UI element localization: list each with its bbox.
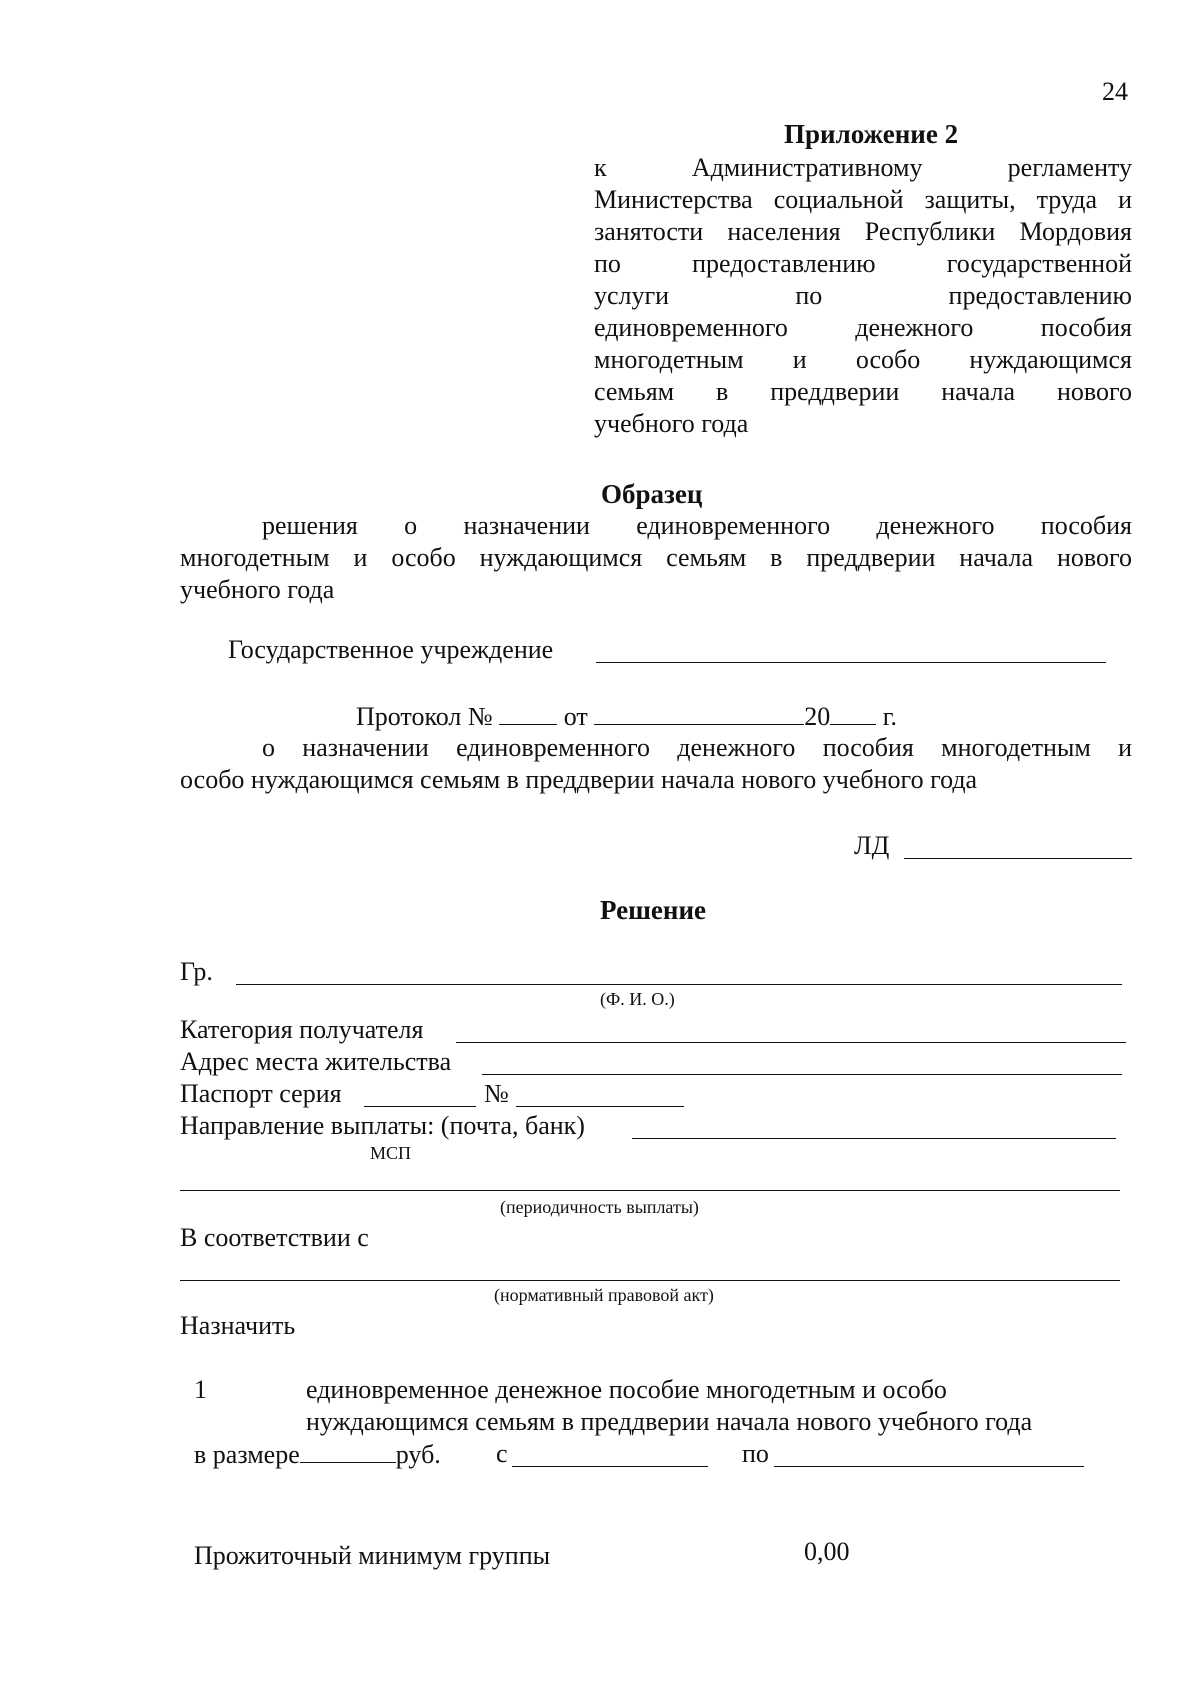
passport-number-label: № xyxy=(484,1079,509,1108)
appendix-line: услуги по предоставлению xyxy=(594,281,1132,310)
legal-act-hint: (нормативный правовой акт) xyxy=(494,1285,714,1305)
decision-title: Решение xyxy=(600,895,706,925)
benefit-line-1: единовременное денежное пособие многодетным и особо xyxy=(306,1375,947,1404)
protocol-year-suffix: г. xyxy=(882,702,897,731)
appendix-line: Министерства социальной защиты, труда и xyxy=(594,185,1132,214)
citizen-label: Гр. xyxy=(180,957,213,986)
payment-direction-label: Направление выплаты: (почта, банк) xyxy=(180,1111,585,1140)
subsistence-label: Прожиточный минимум группы xyxy=(194,1541,551,1570)
protocol-row xyxy=(356,700,897,733)
date-to-label: по xyxy=(742,1439,769,1468)
date-from-field[interactable] xyxy=(512,1466,708,1467)
accordance-label: В соответствии с xyxy=(180,1223,369,1252)
page-number: 24 xyxy=(1102,77,1128,106)
category-label: Категория получателя xyxy=(180,1015,424,1044)
institution-label: Государственное учреждение xyxy=(228,635,554,664)
appendix-line: учебного года xyxy=(594,409,749,438)
protocol-from-label: от xyxy=(563,702,588,731)
date-from-label: с xyxy=(496,1439,508,1468)
address-label: Адрес места жительства xyxy=(180,1047,452,1076)
appendix-line: к Административному регламенту xyxy=(594,153,1132,182)
protocol-year-prefix: 20 xyxy=(804,702,831,731)
date-to-field[interactable] xyxy=(774,1466,1084,1467)
protocol-date-field[interactable] xyxy=(594,700,804,725)
appendix-title: Приложение 2 xyxy=(784,119,959,149)
appendix-line: многодетным и особо нуждающимся xyxy=(594,345,1132,374)
benefit-line-2: нуждающимся семьям в преддверии начала нового учебного года xyxy=(306,1407,1033,1436)
benefit-number: 1 xyxy=(194,1375,207,1404)
fio-hint: (Ф. И. О.) xyxy=(600,989,675,1009)
protocol-line-1: о назначении единовременного денежного пособия многодетным и xyxy=(262,733,1132,762)
passport-number-field[interactable] xyxy=(516,1106,684,1107)
periodicity-field[interactable] xyxy=(180,1190,1120,1191)
subsistence-value: 0,00 xyxy=(804,1537,850,1566)
sample-line-1: решения о назначении единовременного денежного пособия xyxy=(262,511,1132,540)
appendix-line: семьям в преддверии начала нового xyxy=(594,377,1132,406)
sample-line-2: многодетным и особо нуждающимся семьям в преддверии начала нового xyxy=(180,543,1132,572)
currency-label: руб. xyxy=(395,1440,441,1469)
amount-field[interactable] xyxy=(300,1438,396,1463)
legal-act-field[interactable] xyxy=(180,1280,1120,1281)
protocol-label: Протокол № xyxy=(356,702,493,731)
citizen-fio-field[interactable] xyxy=(236,984,1122,985)
appendix-text xyxy=(594,152,1132,440)
ld-label: ЛД xyxy=(854,831,890,860)
protocol-line-2: особо нуждающимся семьям в преддверии начала нового учебного года xyxy=(180,765,978,794)
appendix-line: занятости населения Республики Мордовия xyxy=(594,217,1132,246)
payment-direction-field[interactable] xyxy=(632,1138,1116,1139)
institution-field[interactable] xyxy=(596,662,1106,663)
msp-label: МСП xyxy=(370,1143,412,1163)
passport-series-label: Паспорт серия xyxy=(180,1079,342,1108)
address-field[interactable] xyxy=(482,1074,1122,1075)
amount-row xyxy=(194,1438,441,1471)
category-field[interactable] xyxy=(456,1042,1126,1043)
protocol-year-field[interactable] xyxy=(830,700,876,725)
ld-field[interactable] xyxy=(904,858,1132,859)
appendix-line: единовременного денежного пособия xyxy=(594,313,1132,342)
sample-line-3: учебного года xyxy=(180,575,335,604)
sample-title: Образец xyxy=(601,479,703,509)
appendix-line: по предоставлению государственной xyxy=(594,249,1132,278)
protocol-number-field[interactable] xyxy=(499,700,557,725)
assign-label: Назначить xyxy=(180,1311,296,1340)
amount-label: в размере xyxy=(194,1440,300,1469)
periodicity-hint: (периодичность выплаты) xyxy=(500,1197,699,1217)
passport-series-field[interactable] xyxy=(364,1106,476,1107)
